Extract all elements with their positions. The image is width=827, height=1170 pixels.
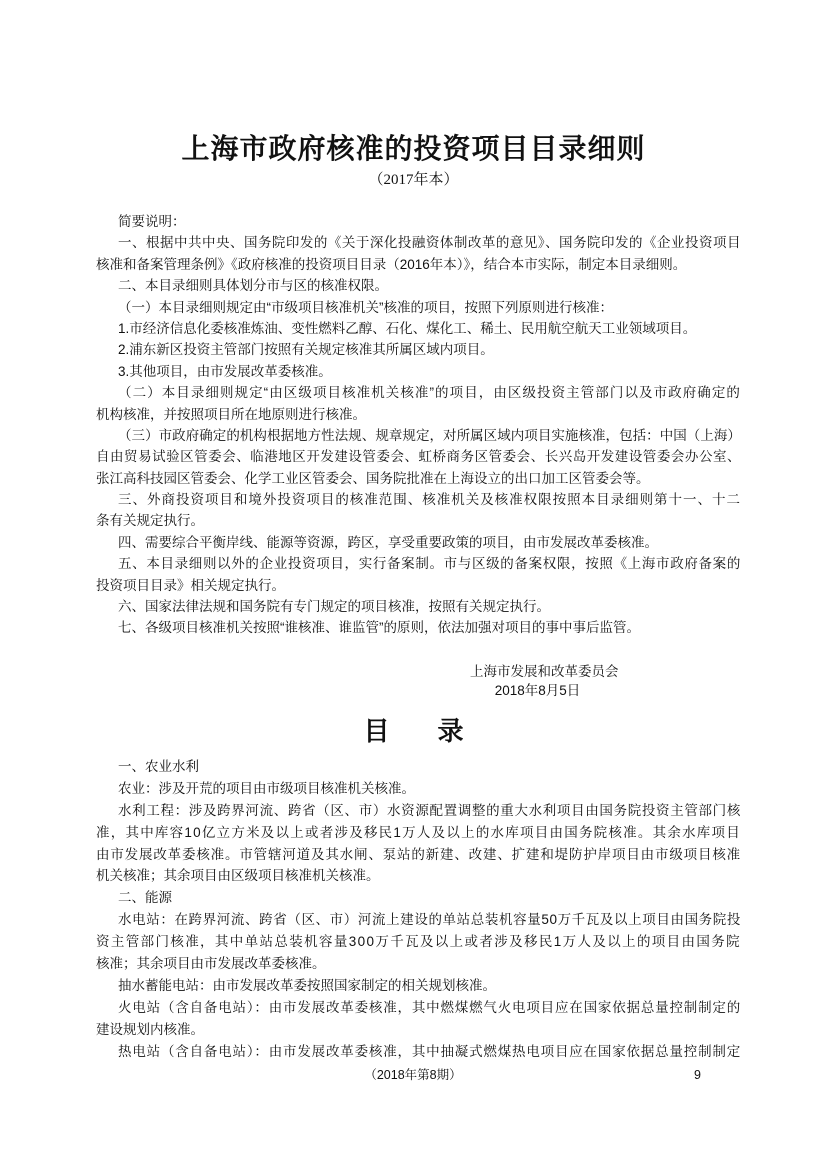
text-line: 三、外商投资项目和境外投资项目的核准范围、核准机关及核准权限按照本目录细则第十一、十二 xyxy=(118,492,741,508)
text-line: 水电站：在跨界河流、跨省（区、市）河流上建设的单站总装机容量50万千瓦及以上项目由国务院投 xyxy=(118,912,741,928)
text-line: 由市发展改革委核准。市管辖河道及其水闸、泵站的新建、改建、扩建和堤防护岸项目由市级项目核准 xyxy=(96,846,741,862)
text-line: 简要说明： xyxy=(118,214,186,229)
text-line: 核准；其余项目由市发展改革委核准。 xyxy=(96,956,326,972)
text-line: 2.浦东新区投资主管部门按照有关规定核准其所属区域内项目。 xyxy=(118,342,494,358)
text-line: 核准和备案管理条例》《政府核准的投资项目目录（2016年本）》，结合本市实际，制定本目录细则。 xyxy=(96,256,687,272)
text-line: 3.其他项目，由市发展改革委核准。 xyxy=(118,363,332,379)
text-line: 五、本目录细则以外的企业投资项目，实行备案制。市与区级的备案权限，按照《上海市政府备案的 xyxy=(118,556,741,572)
issue-footer: （2018年第8期） xyxy=(364,1068,462,1082)
text-line: （三）市政府确定的机构根据地方性法规、规章规定，对所属区域内项目实施核准，包括：中国（上海） xyxy=(118,427,741,443)
text-line: 农业：涉及开荒的项目由市级项目核准机关核准。 xyxy=(118,780,415,796)
signature-date: 2018年8月5日 xyxy=(494,683,581,698)
text-line: 热电站（含自备电站）：由市发展改革委核准，其中抽凝式燃煤热电项目应在国家依据总量控制制定 xyxy=(118,1043,741,1059)
text-line: 1.市经济信息化委核准炼油、变性燃料乙醇、石化、煤化工、稀土、民用航空航天工业领域项目。 xyxy=(118,320,697,336)
text-line: 二、本目录细则具体划分市与区的核准权限。 xyxy=(118,278,388,294)
document-title: 上海市政府核准的投资项目目录细则 xyxy=(181,134,646,165)
text-line: 自由贸易试验区管委会、临港地区开发建设管委会、虹桥商务区管委会、长兴岛开发建设管委会办公室、 xyxy=(96,449,741,465)
toc-section xyxy=(96,756,741,1062)
toc-heading: 目录 xyxy=(363,717,512,746)
text-line: 机关核准；其余项目由区级项目核准机关核准。 xyxy=(96,868,380,884)
text-line: 资主管部门核准，其中单站总装机容量300万千瓦及以上或者涉及移民1万人及以上的项目由国务院 xyxy=(96,934,741,950)
text-line: 水利工程：涉及跨界河流、跨省（区、市）水资源配置调整的重大水利项目由国务院投资主管部门核 xyxy=(118,802,741,818)
text-line: （二）本目录细则规定“由区级项目核准机关核准”的项目，由区级投资主管部门以及市政府确定的 xyxy=(118,385,741,401)
text-line: 张江高科技园区管委会、化学工业区管委会、国务院批准在上海设立的出口加工区管委会等。 xyxy=(96,470,650,486)
text-line: 机构核准，并按照项目所在地原则进行核准。 xyxy=(96,406,366,422)
text-line: 六、国家法律法规和国务院有专门规定的项目核准，按照有关规定执行。 xyxy=(118,599,550,615)
text-line: 投资项目目录》相关规定执行。 xyxy=(96,577,285,593)
text-line: 建设规划内核准。 xyxy=(96,1021,204,1037)
text-line: 一、农业水利 xyxy=(118,759,199,774)
page-number: 9 xyxy=(694,1068,701,1082)
text-line: 准，其中库容10亿立方米及以上或者涉及移民1万人及以上的水库项目由国务院核准。其余水库项目 xyxy=(96,824,741,840)
text-line: （一）本目录细则规定由“市级项目核准机关”核准的项目，按照下列原则进行核准： xyxy=(118,299,613,315)
signature-org: 上海市发展和改革委员会 xyxy=(470,664,619,679)
text-line: 四、需要综合平衡岸线、能源等资源，跨区，享受重要政策的项目，由市发展改革委核准。 xyxy=(118,534,658,550)
intro-section xyxy=(96,211,741,639)
text-line: 抽水蓄能电站：由市发展改革委按照国家制定的相关规划核准。 xyxy=(118,977,496,993)
text-line: 火电站（含自备电站）：由市发展改革委核准，其中燃煤燃气火电项目应在国家依据总量控制制定的 xyxy=(118,999,741,1015)
text-line: 条有关规定执行。 xyxy=(96,513,204,529)
text-line: 七、各级项目核准机关按照“谁核准、谁监管”的原则，依法加强对项目的事中事后监管。 xyxy=(118,620,640,636)
document-subtitle: （2017年本） xyxy=(368,172,459,188)
text-line: 一、根据中共中央、国务院印发的《关于深化投融资体制改革的意见》、国务院印发的《企业投资项目 xyxy=(118,235,741,251)
text-line: 二、能源 xyxy=(118,890,172,906)
